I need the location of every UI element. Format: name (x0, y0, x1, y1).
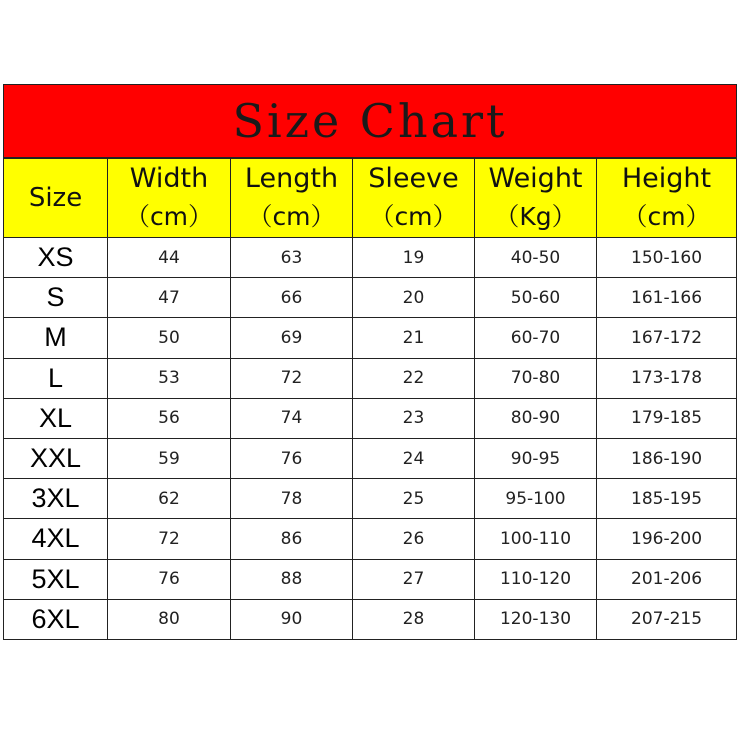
weight-cell: 70-80 (475, 358, 597, 398)
size-cell: 4XL (4, 519, 108, 559)
header-width-label: Width (129, 163, 209, 194)
length-cell: 74 (231, 398, 353, 438)
weight-cell: 110-120 (475, 559, 597, 599)
size-cell: 5XL (4, 559, 108, 599)
sleeve-cell: 20 (353, 278, 475, 318)
header-row (4, 158, 737, 238)
sleeve-cell: 19 (353, 238, 475, 278)
length-cell: 90 (231, 599, 353, 639)
header-weight-label: Weight (488, 163, 583, 194)
size-cell: S (4, 278, 108, 318)
size-chart-table (3, 84, 737, 640)
height-cell: 161-166 (597, 278, 737, 318)
weight-cell: 120-130 (475, 599, 597, 639)
width-cell: 80 (108, 599, 231, 639)
weight-cell: 50-60 (475, 278, 597, 318)
sleeve-cell: 22 (353, 358, 475, 398)
header-weight-unit: （Kg） (494, 202, 577, 231)
length-cell: 69 (231, 318, 353, 358)
header-height-label: Height (621, 163, 712, 194)
height-cell: 196-200 (597, 519, 737, 559)
table-row (4, 318, 737, 358)
header-sleeve-label: Sleeve (368, 163, 459, 194)
header-sleeve-unit: （cm） (369, 202, 458, 231)
height-cell: 185-195 (597, 479, 737, 519)
header-length-label: Length (244, 163, 339, 194)
sleeve-cell: 25 (353, 479, 475, 519)
width-cell: 59 (108, 438, 231, 478)
size-cell: M (4, 318, 108, 358)
header-length (231, 158, 353, 238)
header-weight (475, 158, 597, 238)
size-cell: XS (4, 238, 108, 278)
sleeve-cell: 24 (353, 438, 475, 478)
height-cell: 179-185 (597, 398, 737, 438)
size-cell: L (4, 358, 108, 398)
weight-cell: 40-50 (475, 238, 597, 278)
weight-cell: 60-70 (475, 318, 597, 358)
height-cell: 150-160 (597, 238, 737, 278)
weight-cell: 80-90 (475, 398, 597, 438)
width-cell: 53 (108, 358, 231, 398)
table-row (4, 559, 737, 599)
sleeve-cell: 26 (353, 519, 475, 559)
title-row (4, 85, 737, 159)
size-cell: XXL (4, 438, 108, 478)
size-table-body (4, 238, 737, 640)
sleeve-cell: 23 (353, 398, 475, 438)
table-row (4, 358, 737, 398)
length-cell: 66 (231, 278, 353, 318)
header-length-unit: （cm） (247, 202, 336, 231)
table-row (4, 278, 737, 318)
length-cell: 76 (231, 438, 353, 478)
height-cell: 173-178 (597, 358, 737, 398)
width-cell: 72 (108, 519, 231, 559)
weight-cell: 95-100 (475, 479, 597, 519)
header-sleeve (353, 158, 475, 238)
sleeve-cell: 21 (353, 318, 475, 358)
sleeve-cell: 28 (353, 599, 475, 639)
size-cell: XL (4, 398, 108, 438)
size-cell: 6XL (4, 599, 108, 639)
height-cell: 201-206 (597, 559, 737, 599)
width-cell: 62 (108, 479, 231, 519)
chart-title: Size Chart (4, 85, 737, 159)
width-cell: 56 (108, 398, 231, 438)
header-size (4, 158, 108, 238)
length-cell: 63 (231, 238, 353, 278)
header-height-unit: （cm） (622, 202, 711, 231)
width-cell: 44 (108, 238, 231, 278)
sleeve-cell: 27 (353, 559, 475, 599)
table-row (4, 238, 737, 278)
table-row (4, 479, 737, 519)
length-cell: 88 (231, 559, 353, 599)
height-cell: 186-190 (597, 438, 737, 478)
length-cell: 78 (231, 479, 353, 519)
width-cell: 50 (108, 318, 231, 358)
length-cell: 86 (231, 519, 353, 559)
size-cell: 3XL (4, 479, 108, 519)
width-cell: 76 (108, 559, 231, 599)
header-width-unit: （cm） (124, 202, 214, 231)
height-cell: 207-215 (597, 599, 737, 639)
height-cell: 167-172 (597, 318, 737, 358)
weight-cell: 100-110 (475, 519, 597, 559)
table-row (4, 438, 737, 478)
header-height (597, 158, 737, 238)
table-row (4, 599, 737, 639)
header-width (108, 158, 231, 238)
table-row (4, 398, 737, 438)
table-row (4, 519, 737, 559)
header-size-label: Size (28, 183, 83, 213)
width-cell: 47 (108, 278, 231, 318)
weight-cell: 90-95 (475, 438, 597, 478)
length-cell: 72 (231, 358, 353, 398)
